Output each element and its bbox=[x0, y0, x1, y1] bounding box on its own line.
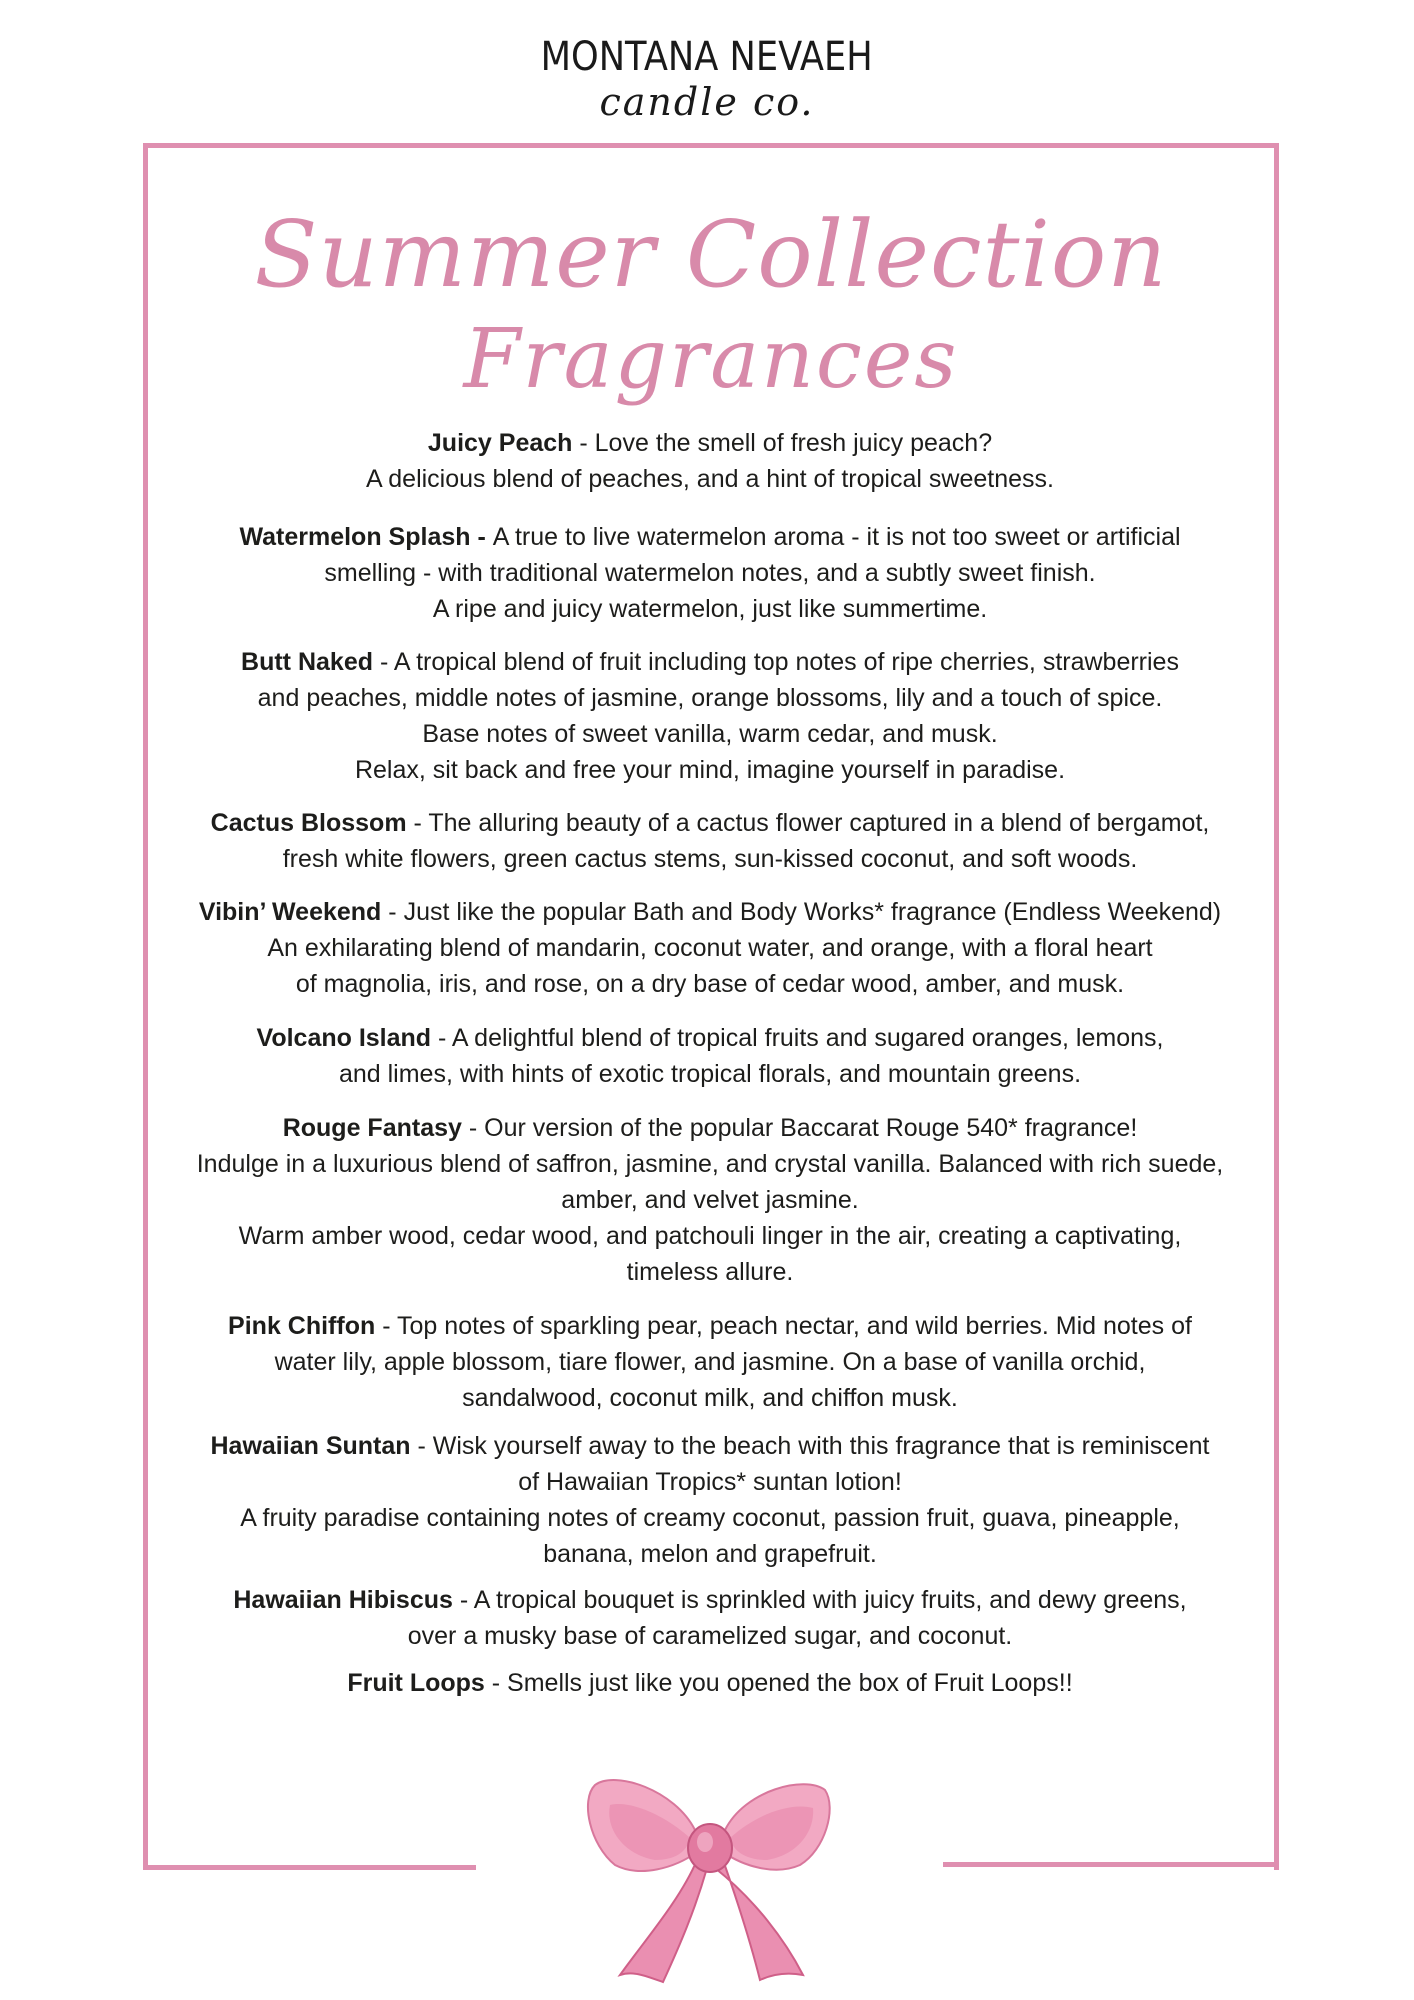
fragrance-description: fresh white flowers, green cactus stems, sun-kissed coconut, and soft woods. bbox=[282, 845, 1138, 873]
fragrance-description: Warm amber wood, cedar wood, and patchouli linger in the air, creating a captivating, bbox=[238, 1222, 1182, 1250]
pink-bow-illustration bbox=[575, 1760, 845, 1990]
bow-right-tail bbox=[715, 1860, 803, 1980]
fragrance-item-hawaiian-hibiscus: Hawaiian Hibiscus - A tropical bouquet is sprinkled with juicy fruits, and dewy greens, over a musky base of caramelized sugar, and coconut. bbox=[160, 1582, 1260, 1654]
fragrance-description: Indulge in a luxurious blend of saffron, jasmine, and crystal vanilla. Balanced with rich suede, bbox=[196, 1150, 1224, 1178]
fragrance-description: water lily, apple blossom, tiare flower, and jasmine. On a base of vanilla orchid, bbox=[274, 1348, 1146, 1376]
fragrance-description: sandalwood, coconut milk, and chiffon musk. bbox=[462, 1384, 958, 1412]
fragrance-description: of Hawaiian Tropics* suntan lotion! bbox=[518, 1468, 902, 1496]
fragrance-description: Wisk yourself away to the beach with this fragrance that is reminiscent bbox=[432, 1432, 1210, 1460]
fragrance-item-rouge-fantasy: Rouge Fantasy - Our version of the popular Baccarat Rouge 540* fragrance! Indulge in a luxurious blend of saffron, jasmine, and crystal vanilla. Balanced with rich suede, amber, and velvet jasmine. Warm amber wood, cedar wood, and patchouli linger in the air, creating a captivating, timeless allure. bbox=[160, 1110, 1260, 1290]
collection-subtitle: Fragrances bbox=[463, 312, 959, 407]
frame-border-bottom-left bbox=[143, 1865, 476, 1870]
fragrance-name: Volcano Island bbox=[256, 1024, 432, 1052]
fragrance-description: Just like the popular Bath and Body Works* fragrance (Endless Weekend) bbox=[403, 898, 1222, 926]
brand-name: MONTANA NEVAEH bbox=[540, 34, 874, 80]
fragrance-description: A tropical bouquet is sprinkled with juicy fruits, and dewy greens, bbox=[473, 1586, 1187, 1614]
fragrance-name: Rouge Fantasy bbox=[282, 1114, 462, 1142]
fragrance-description: A true to live watermelon aroma - it is not too sweet or artificial bbox=[492, 523, 1181, 551]
fragrance-item-volcano-island: Volcano Island - A delightful blend of tropical fruits and sugared oranges, lemons, and limes, with hints of exotic tropical florals, and mountain greens. bbox=[160, 1020, 1260, 1092]
fragrance-name: Hawaiian Suntan bbox=[210, 1432, 411, 1460]
fragrance-name: Watermelon Splash - bbox=[239, 523, 493, 551]
fragrance-item-juicy-peach: Juicy Peach - Love the smell of fresh juicy peach? A delicious blend of peaches, and a hint of tropical sweetness. bbox=[160, 425, 1260, 497]
fragrance-name: Butt Naked bbox=[241, 648, 373, 676]
frame-border-bottom-right bbox=[943, 1862, 1279, 1867]
fragrance-name: Pink Chiffon bbox=[228, 1312, 376, 1340]
brand-subtitle: candle co. bbox=[599, 80, 815, 124]
fragrance-description: Love the smell of fresh juicy peach? bbox=[594, 429, 993, 457]
fragrance-name: Juicy Peach bbox=[427, 429, 573, 457]
collection-title: Summer Collection bbox=[254, 201, 1168, 308]
fragrance-description: Smells just like you opened the box of Fruit Loops!! bbox=[507, 1669, 1073, 1697]
frame-border-top bbox=[143, 143, 1279, 148]
fragrance-description: The alluring beauty of a cactus flower captured in a blend of bergamot, bbox=[428, 809, 1210, 837]
fragrance-list bbox=[160, 425, 1260, 1701]
fragrance-item-butt-naked: Butt Naked - A tropical blend of fruit including top notes of ripe cherries, strawberries and peaches, middle notes of jasmine, orange blossoms, lily and a touch of spice. Base notes of sweet vanilla, warm cedar, and musk. Relax, sit back and free your mind, imagine yourself in paradise. bbox=[160, 644, 1260, 788]
bow-left-tail bbox=[620, 1860, 707, 1982]
fragrance-description: A fruity paradise containing notes of creamy coconut, passion fruit, guava, pineapple, bbox=[240, 1504, 1180, 1532]
fragrance-item-vibin-weekend: Vibin’ Weekend - Just like the popular Bath and Body Works* fragrance (Endless Weekend) An exhilarating blend of mandarin, coconut water, and orange, with a floral heart of magnolia, iris, and rose, on a dry base of cedar wood, amber, and musk. bbox=[160, 894, 1260, 1002]
fragrance-description: smelling - with traditional watermelon notes, and a subtly sweet finish. bbox=[324, 559, 1096, 587]
fragrance-description: A ripe and juicy watermelon, just like summertime. bbox=[432, 595, 988, 623]
fragrance-description: and limes, with hints of exotic tropical florals, and mountain greens. bbox=[338, 1060, 1082, 1088]
fragrance-name: Cactus Blossom bbox=[210, 809, 407, 837]
fragrance-item-watermelon-splash bbox=[160, 519, 1260, 627]
brand-header bbox=[0, 30, 1414, 124]
fragrance-description: A delicious blend of peaches, and a hint of tropical sweetness. bbox=[366, 465, 1054, 493]
bow-knot-highlight bbox=[697, 1832, 713, 1852]
fragrance-description: banana, melon and grapefruit. bbox=[543, 1540, 877, 1568]
fragrance-item-hawaiian-suntan: Hawaiian Suntan - Wisk yourself away to the beach with this fragrance that is reminiscent of Hawaiian Tropics* suntan lotion! A fruity paradise containing notes of creamy coconut, passion fruit, guava, pineapple, banana, melon and grapefruit. bbox=[160, 1428, 1260, 1572]
fragrance-description: and peaches, middle notes of jasmine, orange blossoms, lily and a touch of spice. bbox=[257, 684, 1163, 712]
fragrance-item-cactus-blossom: Cactus Blossom - The alluring beauty of a cactus flower captured in a blend of bergamot, fresh white flowers, green cactus stems, sun-kissed coconut, and soft woods. bbox=[160, 805, 1260, 877]
fragrance-description: amber, and velvet jasmine. bbox=[561, 1186, 859, 1214]
fragrance-description: timeless allure. bbox=[626, 1258, 794, 1286]
frame-border-right bbox=[1274, 143, 1279, 1870]
fragrance-description: Base notes of sweet vanilla, warm cedar, and musk. bbox=[422, 720, 998, 748]
fragrance-description: Relax, sit back and free your mind, imagine yourself in paradise. bbox=[354, 756, 1066, 784]
fragrance-name: Hawaiian Hibiscus bbox=[233, 1586, 453, 1614]
fragrance-description: of magnolia, iris, and rose, on a dry base of cedar wood, amber, and musk. bbox=[295, 970, 1125, 998]
fragrance-description: An exhilarating blend of mandarin, coconut water, and orange, with a floral heart bbox=[267, 934, 1153, 962]
fragrance-description: over a musky base of caramelized sugar, and coconut. bbox=[407, 1622, 1013, 1650]
fragrance-name: Vibin’ Weekend bbox=[198, 898, 382, 926]
fragrance-item-fruit-loops: Fruit Loops - Smells just like you opened the box of Fruit Loops!! bbox=[347, 1669, 1073, 1697]
fragrance-item-pink-chiffon: Pink Chiffon - Top notes of sparkling pear, peach nectar, and wild berries. Mid notes of water lily, apple blossom, tiare flower, and jasmine. On a base of vanilla orchid, sandalwood, coconut milk, and chiffon musk. bbox=[160, 1308, 1260, 1416]
fragrance-name: Fruit Loops bbox=[347, 1669, 485, 1697]
fragrance-description: Our version of the popular Baccarat Rouge 540* fragrance! bbox=[484, 1114, 1138, 1142]
fragrance-description: A tropical blend of fruit including top notes of ripe cherries, strawberries bbox=[393, 648, 1179, 676]
fragrance-description: Top notes of sparkling pear, peach nectar, and wild berries. Mid notes of bbox=[397, 1312, 1192, 1340]
fragrance-description: A delightful blend of tropical fruits and sugared oranges, lemons, bbox=[451, 1024, 1164, 1052]
